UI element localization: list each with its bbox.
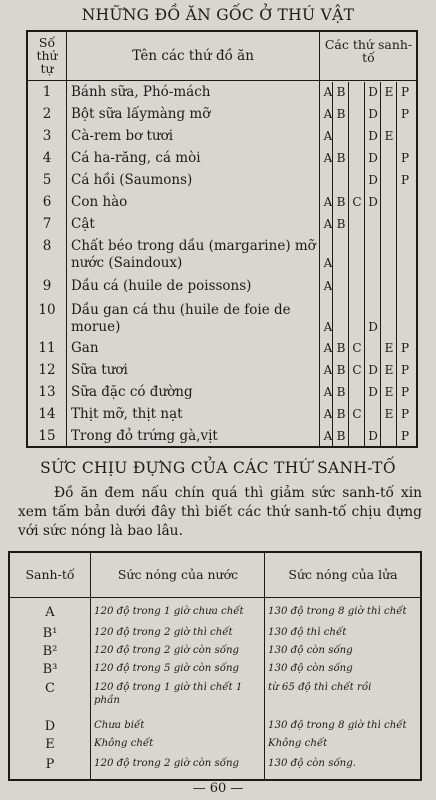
vitamin-mark: A <box>323 195 333 209</box>
vitamin-mark: D <box>368 151 378 165</box>
row-number: 5 <box>42 172 52 188</box>
vitamin-mark: D <box>368 129 378 143</box>
vitamin-mark: A <box>323 107 333 121</box>
vitamin-mark: B <box>336 107 346 121</box>
vitamin-mark: P <box>400 107 410 121</box>
fire-heat-value: 130 độ trong 8 giờ thì chết <box>268 606 407 617</box>
vitamin-mark: B <box>336 195 346 209</box>
vitamin-mark: D <box>368 320 378 334</box>
column-divider <box>364 82 365 446</box>
header-water-heat: Sức nóng của nước <box>117 567 239 582</box>
vitamin-mark: D <box>368 173 378 187</box>
food-name: Cá ha-răng, cá mòi <box>71 150 201 166</box>
section2-title: SỨC CHỊU ĐỰNG CỦA CÁC THỨ SANH-TỐ <box>40 459 396 477</box>
vitamin-mark: P <box>400 341 410 355</box>
vitamin-mark: A <box>323 385 333 399</box>
food-name: Cật <box>71 216 95 232</box>
row-number: 3 <box>42 128 52 144</box>
food-name: Gan <box>71 340 99 356</box>
fire-heat-value: từ 65 độ thì chết rồi <box>268 682 372 693</box>
water-heat-value: 120 độ trong 5 giờ còn sống <box>94 663 240 674</box>
food-name: Cá hồi (Saumons) <box>71 172 193 188</box>
header-food-name: Tên các thứ đồ ăn <box>132 48 254 64</box>
vitamin-mark: A <box>323 279 333 293</box>
vitamin-name: E <box>45 737 55 752</box>
row-number: 13 <box>38 384 56 400</box>
vitamin-mark: B <box>336 85 346 99</box>
vitamin-name: A <box>45 605 55 620</box>
column-divider <box>348 82 349 446</box>
column-divider <box>66 32 67 446</box>
vitamin-mark: E <box>384 341 394 355</box>
row-number: 10 <box>38 302 56 318</box>
food-name: Cà-rem bơ tươi <box>71 128 174 144</box>
vitamin-mark: P <box>400 363 410 377</box>
vitamin-mark: D <box>368 385 378 399</box>
vitamin-mark: B <box>336 151 346 165</box>
header-number: Số thứ tự <box>36 35 58 76</box>
water-heat-value: Không chết <box>94 738 154 749</box>
food-name: Con hào <box>71 194 128 210</box>
vitamin-mark: C <box>352 407 362 421</box>
vitamin-mark: P <box>400 173 410 187</box>
table1-title: NHỮNG ĐỒ ĂN GỐC Ở THÚ VẬT <box>81 6 355 24</box>
column-divider <box>380 82 381 446</box>
section2-paragraph: Đồ ăn đem nấu chín quá thì giảm sức sanh-tố xin xem tấm bản dưới đây thì biết các thứ sanh-tố chịu đựng với sức nóng là bao lâu. <box>18 485 422 539</box>
row-number: 6 <box>42 194 52 210</box>
fire-heat-value: 130 độ còn sống <box>268 663 353 674</box>
column-divider <box>264 553 265 779</box>
vitamin-mark: A <box>323 429 333 443</box>
row-number: 1 <box>42 84 52 100</box>
vitamin-mark: E <box>384 385 394 399</box>
vitamin-mark: A <box>323 341 333 355</box>
row-number: 15 <box>38 428 56 444</box>
vitamin-mark: A <box>323 363 333 377</box>
row-number: 2 <box>42 106 52 122</box>
vitamin-mark: B <box>336 363 346 377</box>
food-name: Bột sữa lấymàng mỡ <box>71 106 211 122</box>
vitamin-mark: D <box>368 195 378 209</box>
vitamin-mark: P <box>400 151 410 165</box>
food-name: Thịt mỡ, thịt nạt <box>71 406 183 422</box>
food-name: Sữa tươi <box>71 362 128 378</box>
vitamin-mark: B <box>336 407 346 421</box>
vitamin-name: B¹ <box>42 626 58 641</box>
vitamin-mark: C <box>352 341 362 355</box>
header-vitamins: Các thứ sanh-tố <box>324 37 413 65</box>
vitamin-name: D <box>44 719 56 734</box>
food-name: Dầu gan cá thu (huile de foie de morue) <box>71 302 291 335</box>
fire-heat-value: 130 độ thì chết <box>268 627 347 638</box>
row-number: 8 <box>42 238 52 254</box>
row-number: 9 <box>42 278 52 294</box>
food-name: Sữa đặc có đường <box>71 384 193 400</box>
row-number: 12 <box>38 362 56 378</box>
water-heat-value: Chưa biết <box>94 720 145 731</box>
vitamin-mark: B <box>336 341 346 355</box>
food-name: Trong đỏ trứng gà,vịt <box>71 428 218 444</box>
header-divider <box>28 80 416 81</box>
vitamin-mark: A <box>323 320 333 334</box>
water-heat-value: 120 độ trong 1 giờ chưa chết <box>94 606 244 617</box>
header-divider <box>10 597 420 598</box>
fire-heat-value: 130 độ trong 8 giờ thì chết <box>268 720 407 731</box>
vitamin-name: B² <box>42 644 58 659</box>
row-number: 4 <box>42 150 52 166</box>
vitamin-mark: E <box>384 85 394 99</box>
vitamin-mark: P <box>400 85 410 99</box>
vitamin-heat-table <box>8 551 422 781</box>
vitamin-mark: B <box>336 217 346 231</box>
vitamin-mark: D <box>368 107 378 121</box>
vitamin-mark: E <box>384 363 394 377</box>
vitamin-mark: B <box>336 429 346 443</box>
row-number: 11 <box>38 340 56 356</box>
vitamin-mark: C <box>352 195 362 209</box>
vitamin-mark: A <box>323 129 333 143</box>
vitamin-mark: B <box>336 385 346 399</box>
vitamin-mark: P <box>400 385 410 399</box>
vitamin-name: B³ <box>42 662 58 677</box>
header-fire-heat: Sức nóng của lửa <box>288 567 398 582</box>
vitamin-mark: A <box>323 151 333 165</box>
vitamin-mark: A <box>323 407 333 421</box>
header-vitamin: Sanh-tố <box>25 567 75 582</box>
food-name: Bánh sữa, Phó-mách <box>71 84 211 100</box>
animal-foods-table <box>26 30 418 448</box>
food-name: Dầu cá (huile de poissons) <box>71 278 252 294</box>
vitamin-mark: D <box>368 85 378 99</box>
water-heat-value: 120 độ trong 2 giờ còn sống <box>94 645 240 656</box>
vitamin-name: P <box>45 757 55 772</box>
row-number: 14 <box>38 406 56 422</box>
vitamin-mark: P <box>400 429 410 443</box>
vitamin-mark: E <box>384 129 394 143</box>
column-divider <box>396 82 397 446</box>
vitamin-mark: C <box>352 363 362 377</box>
food-name: Chất béo trong dầu (margarine) mỡ nước (Saindoux) <box>71 238 316 271</box>
row-number: 7 <box>42 216 52 232</box>
water-heat-value: 120 độ trong 2 giờ thì chết <box>94 627 233 638</box>
vitamin-mark: P <box>400 407 410 421</box>
vitamin-mark: D <box>368 429 378 443</box>
vitamin-name: C <box>45 681 55 696</box>
page-number: — 60 — <box>192 781 244 796</box>
vitamin-mark: A <box>323 217 333 231</box>
vitamin-mark: A <box>323 85 333 99</box>
vitamin-mark: A <box>323 256 333 270</box>
fire-heat-value: 130 độ còn sống <box>268 645 353 656</box>
water-heat-value: 120 độ trong 2 giờ còn sống <box>94 758 240 769</box>
water-heat-value: 120 độ trong 1 giờ thì chết 1 phần <box>94 682 243 706</box>
fire-heat-value: 130 độ còn sống. <box>268 758 356 769</box>
fire-heat-value: Không chết <box>268 738 328 749</box>
vitamin-mark: D <box>368 363 378 377</box>
vitamin-mark: E <box>384 407 394 421</box>
column-divider <box>90 553 91 779</box>
